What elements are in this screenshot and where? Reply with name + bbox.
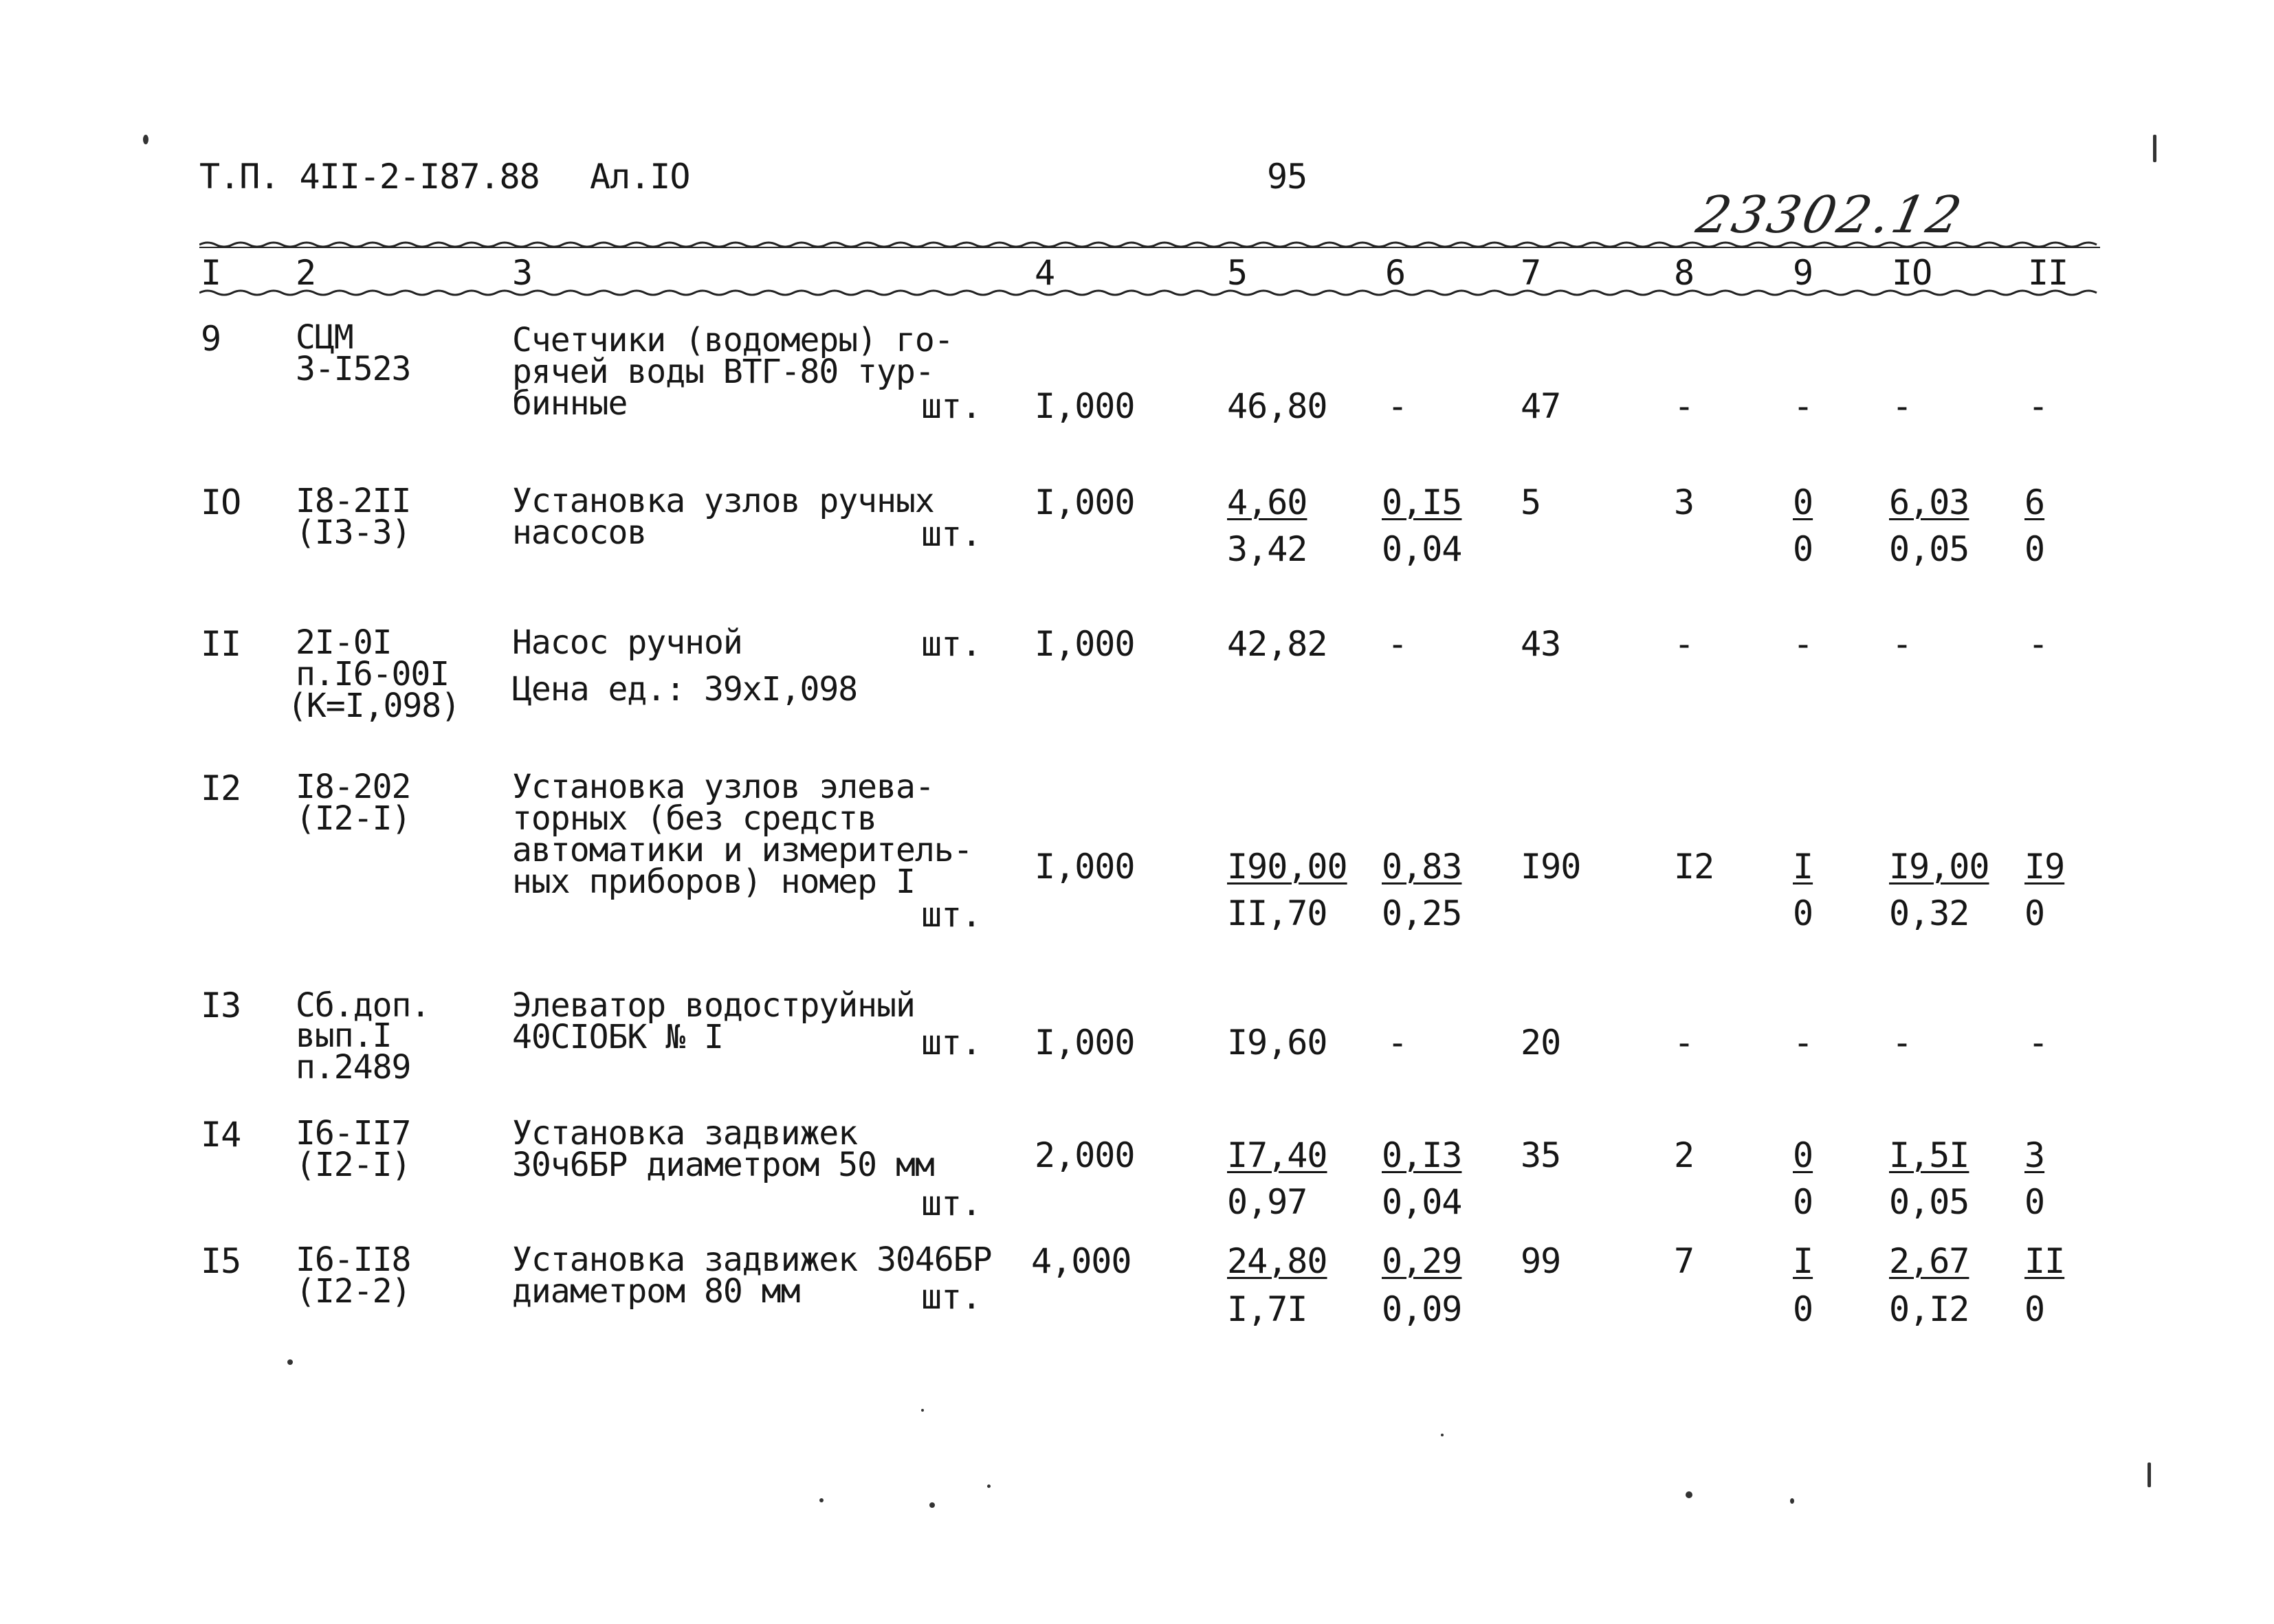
row-description-line: насосов [512, 513, 647, 552]
cell-col6-top: 0,29 [1382, 1241, 1462, 1281]
cell-col5-bottom: II,70 [1227, 893, 1327, 933]
cell-col8: 2 [1674, 1135, 1695, 1175]
row-description-line: Счетчики (водомеры) го- [512, 321, 953, 359]
row-description-line: автоматики и измеритель- [512, 831, 973, 869]
cell-col11: - [2028, 1023, 2049, 1063]
cell-col8: - [1674, 624, 1695, 664]
cell-col8: 7 [1674, 1241, 1695, 1281]
cell-col6-bottom: 0,04 [1382, 529, 1462, 569]
row-unit: шт. [921, 1183, 982, 1223]
cell-col5: 42,82 [1227, 624, 1327, 664]
cell-col11: - [2028, 386, 2049, 426]
cell-col10-top: 2,67 [1889, 1241, 1969, 1281]
row-code-line: п.I6-00I [296, 655, 450, 693]
cell-col6-top: 0,I5 [1382, 482, 1462, 522]
cell-col10-bottom: 0,05 [1889, 529, 1969, 569]
column-header: II [2028, 253, 2068, 293]
cell-col10: - [1892, 1023, 1912, 1063]
row-unit: шт. [921, 514, 982, 554]
column-header: 5 [1227, 253, 1248, 293]
cell-col6-bottom: 0,25 [1382, 893, 1462, 933]
cell-col9: - [1793, 1023, 1813, 1063]
row-code-line: п.2489 [296, 1048, 411, 1087]
scan-speck [929, 1502, 935, 1508]
cell-col9-bottom: 0 [1793, 893, 1813, 933]
row-description-line: торных (без средств [512, 799, 877, 838]
cell-col10-bottom: 0,32 [1889, 893, 1969, 933]
cell-col11-bottom: 0 [2024, 1182, 2045, 1222]
scan-speck [1686, 1491, 1692, 1498]
cell-col9-bottom: 0 [1793, 529, 1813, 569]
cell-col7: 35 [1521, 1135, 1561, 1175]
cell-col5-top: I7,40 [1227, 1135, 1327, 1175]
cell-col5: I9,60 [1227, 1023, 1327, 1063]
cell-col6: - [1387, 624, 1408, 664]
row-number: IO [201, 482, 241, 522]
cell-col7: 5 [1521, 482, 1541, 522]
row-unit: шт. [921, 624, 982, 664]
row-number: II [201, 624, 241, 664]
row-number: I2 [201, 768, 241, 808]
scan-speck [987, 1484, 991, 1488]
cell-col5: 46,80 [1227, 386, 1327, 426]
cell-col7: 47 [1521, 386, 1561, 426]
cell-col9-bottom: 0 [1793, 1182, 1813, 1222]
cell-col10-top: I,5I [1889, 1135, 1969, 1175]
row-code-line: Сб.доп. [296, 986, 430, 1025]
column-header: 3 [512, 253, 533, 293]
cell-col5-bottom: 0,97 [1227, 1182, 1307, 1222]
cell-col11: - [2028, 624, 2049, 664]
row-description-line: Установка задвижек [512, 1114, 858, 1153]
cell-col7: 43 [1521, 624, 1561, 664]
row-description-line: 30ч6БР диаметром 50 мм [512, 1146, 934, 1184]
row-code-line: (I3-3) [296, 513, 411, 552]
row-code-line: (I2-I) [296, 1146, 411, 1184]
scan-speck [2148, 1462, 2151, 1487]
column-header: 7 [1521, 253, 1541, 293]
cell-col7: 99 [1521, 1241, 1561, 1281]
cell-col11-bottom: 0 [2024, 1289, 2045, 1329]
scan-speck [287, 1359, 293, 1365]
row-description-line: бинные [512, 384, 628, 423]
row-number: I4 [201, 1115, 241, 1155]
cell-col9: - [1793, 624, 1813, 664]
cell-col5-top: I90,00 [1227, 847, 1347, 887]
row-code-line: (К=I,098) [287, 687, 461, 725]
cell-col6-bottom: 0,04 [1382, 1182, 1462, 1222]
row-description-line: Установка задвижек 3046БР [512, 1241, 992, 1279]
cell-col11-top: 3 [2024, 1135, 2045, 1175]
cell-col10: - [1892, 386, 1912, 426]
cell-col5-top: 4,60 [1227, 482, 1307, 522]
row-price-note: Цена ед.: 39xI,098 [512, 670, 858, 709]
cell-col10: - [1892, 624, 1912, 664]
row-quantity: 2,000 [1035, 1135, 1135, 1175]
cell-col8: - [1674, 386, 1695, 426]
cell-col10-top: I9,00 [1889, 847, 1989, 887]
scan-speck [1790, 1498, 1794, 1504]
scan-speck [819, 1498, 824, 1502]
header-wavy-rule [199, 289, 2100, 298]
row-number: 9 [201, 319, 221, 359]
column-header: 9 [1793, 253, 1813, 293]
cell-col9-top: I [1793, 1241, 1813, 1281]
scan-speck [2153, 135, 2156, 162]
row-description-line: Установка узлов ручных [512, 482, 934, 520]
column-header: 2 [296, 253, 316, 293]
row-quantity: I,000 [1035, 624, 1135, 664]
row-description-line: Элеватор водоструйный [512, 986, 915, 1025]
cell-col8: I2 [1674, 847, 1714, 887]
row-code-line: I8-202 [296, 768, 411, 806]
cell-col6-top: 0,83 [1382, 847, 1462, 887]
row-description-line: рячей воды ВТГ-80 тур- [512, 353, 934, 391]
row-code-line: вып.I [296, 1016, 392, 1055]
row-code-line: I8-2II [296, 482, 411, 520]
cell-col11-bottom: 0 [2024, 529, 2045, 569]
column-header: 4 [1035, 253, 1055, 293]
row-quantity: I,000 [1035, 847, 1135, 887]
column-header: 6 [1385, 253, 1406, 293]
cell-col10-bottom: 0,I2 [1889, 1289, 1969, 1329]
cell-col10-bottom: 0,05 [1889, 1182, 1969, 1222]
sheet-label: Ал.IO [590, 157, 690, 197]
row-unit: шт. [921, 1023, 982, 1063]
row-code-line: 2I-0I [296, 623, 392, 662]
row-unit: шт. [921, 895, 982, 935]
cell-col8: - [1674, 1023, 1695, 1063]
row-number: I3 [201, 986, 241, 1025]
cell-col9-top: I [1793, 847, 1813, 887]
cell-col11-top: I9 [2024, 847, 2065, 887]
cell-col7: I90 [1521, 847, 1581, 887]
row-quantity: 4,000 [1031, 1241, 1132, 1281]
row-description-line: диаметром 80 мм [512, 1272, 800, 1311]
cell-col6: - [1387, 1023, 1408, 1063]
cell-col9-top: 0 [1793, 482, 1813, 522]
document-code: Т.П. 4II-2-I87.88 [199, 157, 540, 197]
cell-col7: 20 [1521, 1023, 1561, 1063]
cell-col11-top: 6 [2024, 482, 2045, 522]
row-quantity: I,000 [1035, 1023, 1135, 1063]
row-description-line: Насос ручной [512, 623, 742, 662]
row-description-line: ных приборов) номер I [512, 863, 915, 901]
top-wavy-rule [199, 239, 2100, 250]
cell-col8: 3 [1674, 482, 1695, 522]
row-code-line: I6-II8 [296, 1241, 411, 1279]
cell-col6-top: 0,I3 [1382, 1135, 1462, 1175]
row-description-line: Установка узлов элева- [512, 768, 934, 806]
row-code-line: (I2-2) [296, 1272, 411, 1311]
row-description-line: 40СIОБК № I [512, 1018, 723, 1056]
cell-col11-top: II [2024, 1241, 2065, 1281]
cell-col5-bottom: 3,42 [1227, 529, 1307, 569]
cell-col11-bottom: 0 [2024, 893, 2045, 933]
cell-col6: - [1387, 386, 1408, 426]
cell-col9-top: 0 [1793, 1135, 1813, 1175]
cell-col5-bottom: I,7I [1227, 1289, 1307, 1329]
scan-speck [143, 135, 148, 144]
row-unit: шт. [921, 386, 982, 426]
row-code-line: I6-II7 [296, 1114, 411, 1153]
handwritten-number: 23302.12 [1691, 186, 1969, 245]
scan-speck [1441, 1434, 1444, 1436]
row-code-line: (I2-I) [296, 799, 411, 838]
cell-col9-bottom: 0 [1793, 1289, 1813, 1329]
column-header: IO [1892, 253, 1932, 293]
row-code-line: СЦМ [296, 318, 353, 357]
cell-col9: - [1793, 386, 1813, 426]
row-code-line: 3-I523 [296, 350, 411, 388]
scan-speck [921, 1409, 924, 1412]
column-header: 8 [1674, 253, 1695, 293]
cell-col10-top: 6,03 [1889, 482, 1969, 522]
cell-col5-top: 24,80 [1227, 1241, 1327, 1281]
cell-col6-bottom: 0,09 [1382, 1289, 1462, 1329]
page-number: 95 [1267, 157, 1307, 197]
row-number: I5 [201, 1241, 241, 1281]
row-quantity: I,000 [1035, 386, 1135, 426]
row-unit: шт. [921, 1277, 982, 1317]
column-header: I [201, 253, 221, 293]
row-quantity: I,000 [1035, 482, 1135, 522]
